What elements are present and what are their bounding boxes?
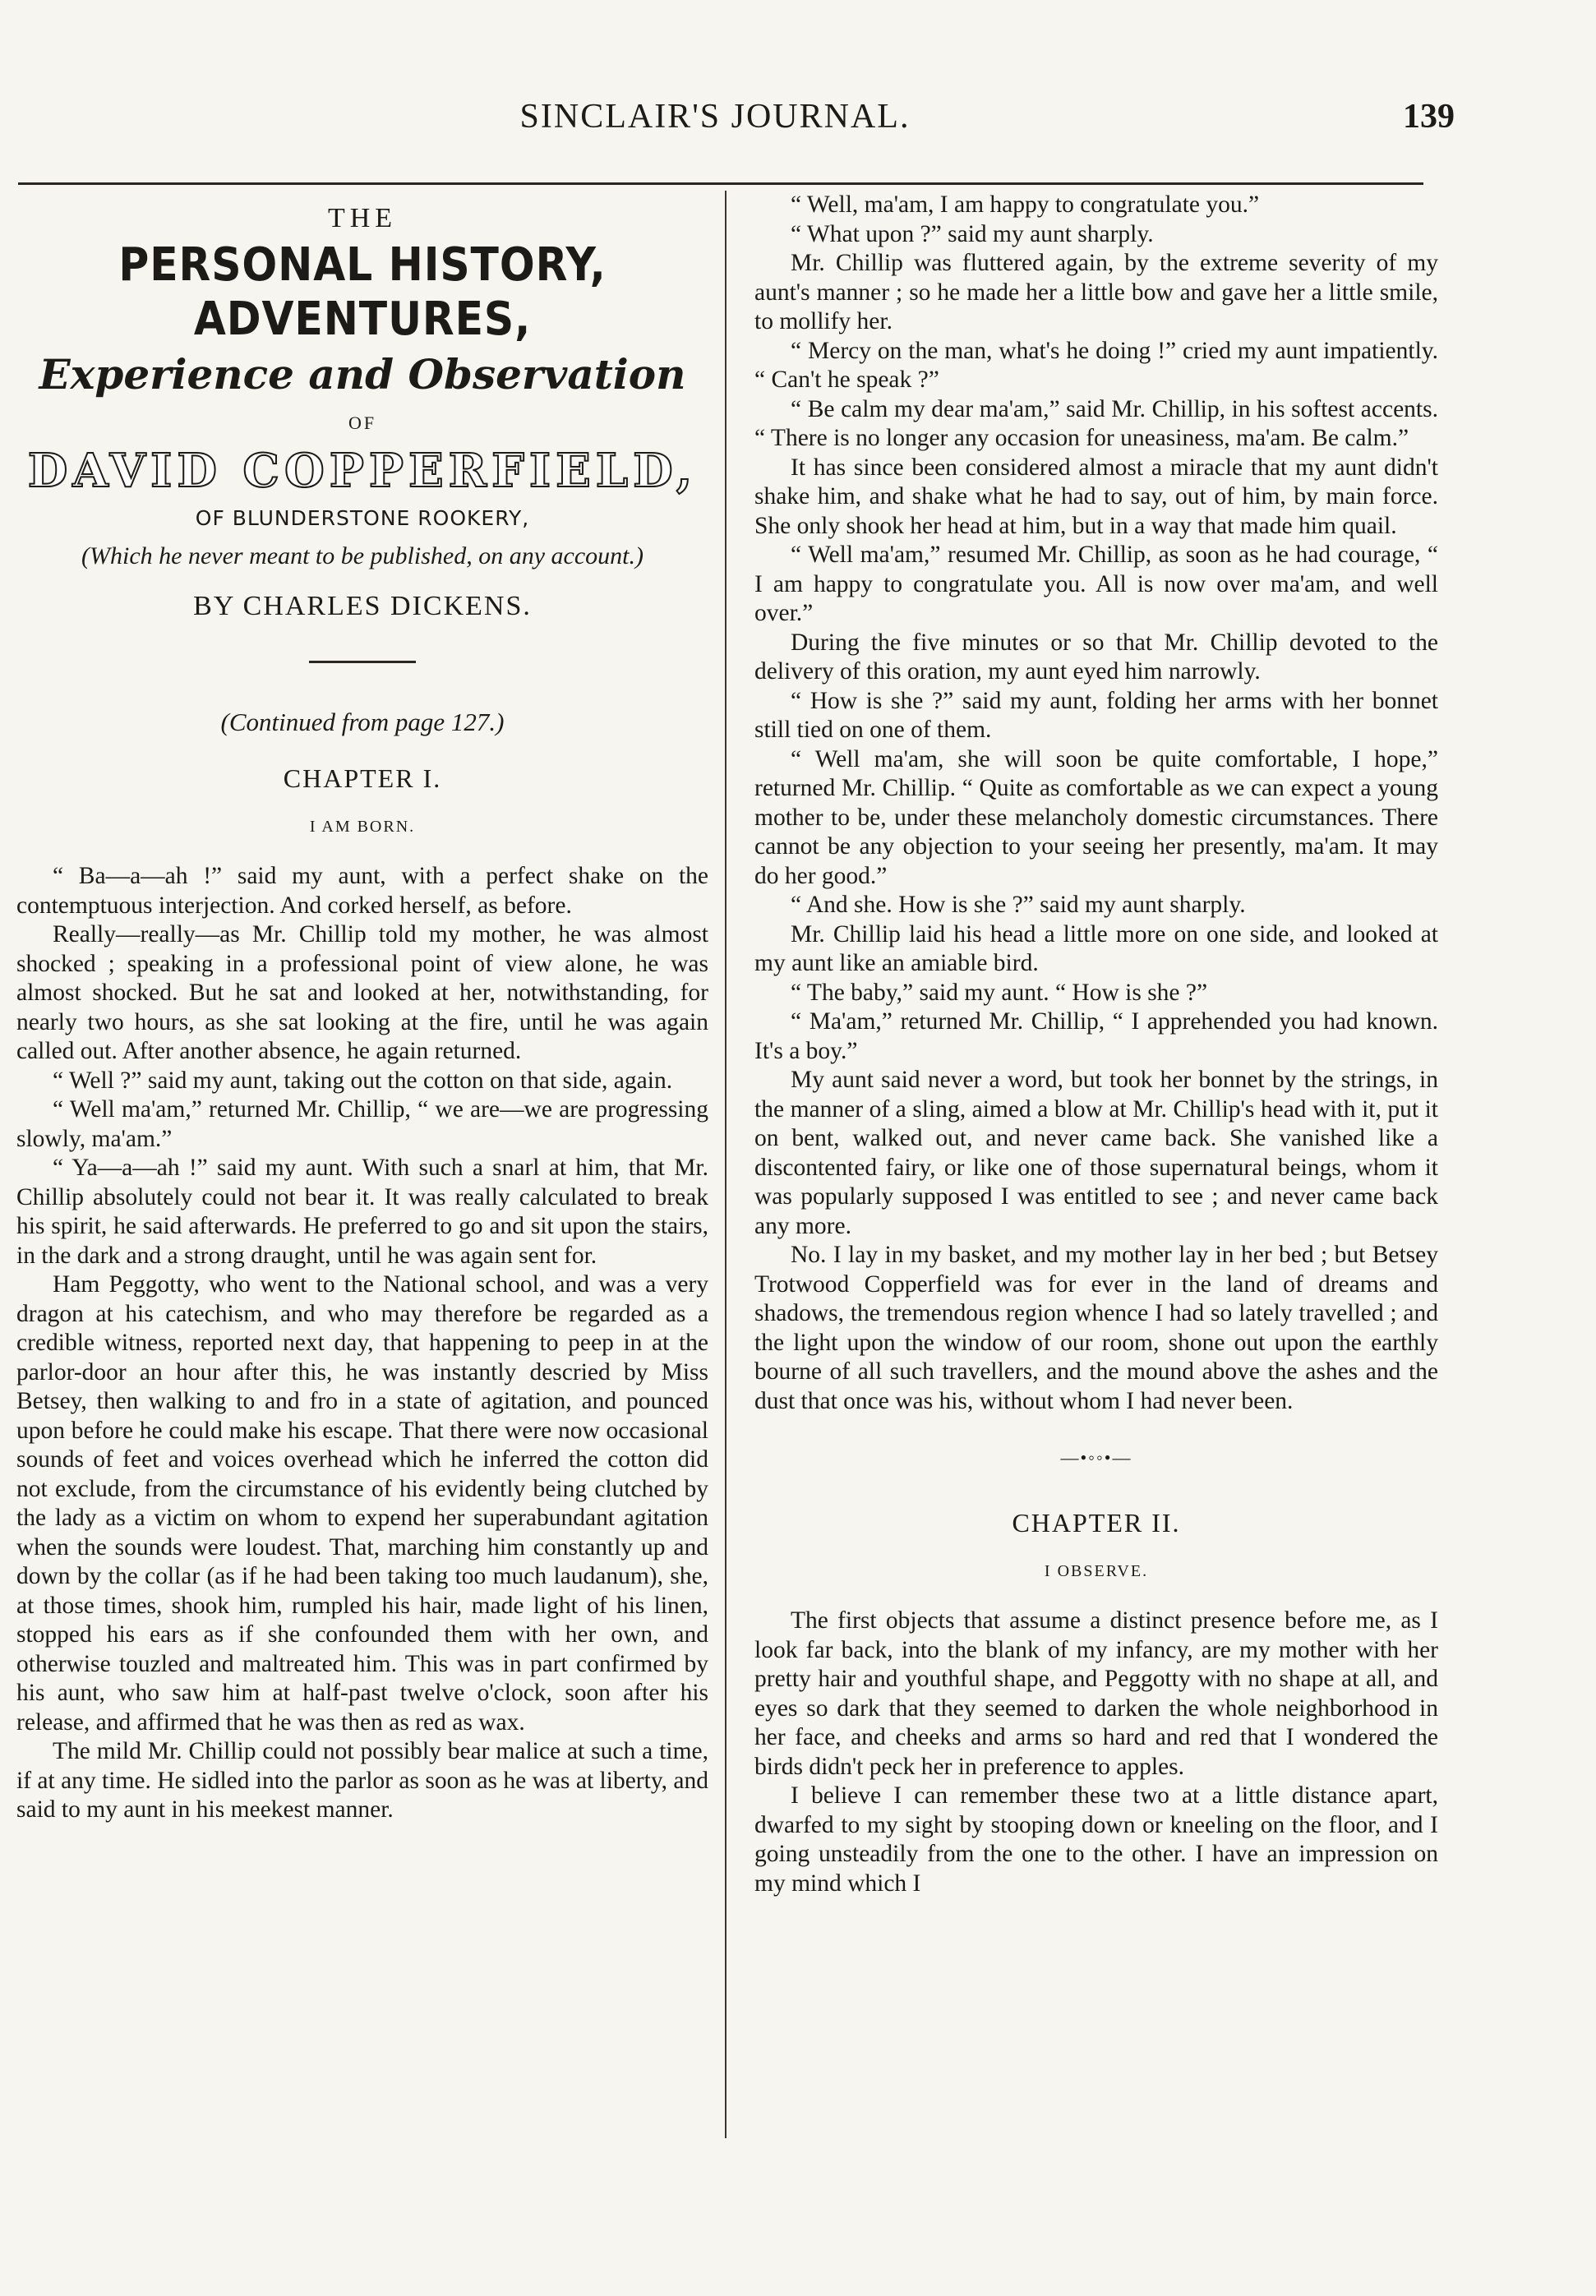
paragraph: During the five minutes or so that Mr. Chillip devoted to the delivery of this oration, my aunt eyed him narrowly. <box>754 629 1438 685</box>
paragraph: “ Well, ma'am, I am happy to congratulate you.” <box>791 191 1260 218</box>
left-column <box>16 191 708 1825</box>
paragraph: “ The baby,” said my aunt. “ How is she ?” <box>791 979 1208 1006</box>
paragraph: “ Well ma'am, she will soon be quite comfortable, I hope,” returned Mr. Chillip. “ Quite as comfortable as we can expect a young mother to be, under these melancholy domestic circumstances. There cannot be any objection to your seeing her presently, ma'am. It may do her good.” <box>754 745 1438 889</box>
paragraph: “ Well ma'am,” resumed Mr. Chillip, as soon as he had courage, “ I am happy to congratulate you. All is now over ma'am, and well over.” <box>754 542 1438 626</box>
paragraph: “ Well ma'am,” returned Mr. Chillip, “ we are—we are progressing slowly, ma'am.” <box>16 1096 708 1152</box>
header-rule <box>18 182 1423 185</box>
paragraph: Mr. Chillip laid his head a little more on one side, and looked at my aunt like an amiable bird. <box>754 920 1438 976</box>
journal-title: SINCLAIR'S JOURNAL. <box>519 98 911 136</box>
chapter-two-heading: CHAPTER II. <box>1012 1508 1181 1538</box>
paragraph: “ Ba—a—ah !” said my aunt, with a perfect shake on the contemptuous interjection. And corked herself, as before. <box>16 863 708 919</box>
paragraph: “ What upon ?” said my aunt sharply. <box>791 220 1154 247</box>
paragraph: “ How is she ?” said my aunt, folding her arms with her bonnet still tied on one of them. <box>754 687 1438 743</box>
byline: BY CHARLES DICKENS. <box>193 591 532 621</box>
paragraph: “ Ma'am,” returned Mr. Chillip, “ I apprehended you had known. It's a boy.” <box>754 1008 1438 1064</box>
subtitle: Experience and Observation <box>39 350 686 399</box>
of-place: OF BLUNDERSTONE ROOKERY, <box>195 506 530 530</box>
running-head <box>0 97 1596 146</box>
chapter-two-subheading: I OBSERVE. <box>1044 1562 1149 1580</box>
paragraph: I believe I can remember these two at a little distance apart, dwarfed to my sight by stooping down or kneeling on the floor, and I going unsteadily from the one to the other. I have an impression on my mind which I <box>754 1782 1438 1897</box>
name-title: DAVID COPPERFIELD, <box>27 444 698 498</box>
paragraph: No. I lay in my basket, and my mother lay in her bed ; but Betsey Trotwood Copperfield was for ever in the land of dreams and shadows, the tremendous region whence I had so lately travelled ; and the light upon the window of our room, shone out upon the earthly bourne of all such travellers, and the mound above the ashes and the dust that once was his, without whom I had never been. <box>754 1242 1438 1414</box>
paragraph: “ Mercy on the man, what's he doing !” cried my aunt impatiently. “ Can't he speak ?” <box>754 337 1438 393</box>
paragraph: “ And she. How is she ?” said my aunt sharply. <box>791 892 1246 918</box>
section-ornament: —•◦◦•— <box>1060 1447 1132 1468</box>
continued-note: (Continued from page 127.) <box>220 708 505 736</box>
paragraph: “ Be calm my dear ma'am,” said Mr. Chillip, in his softest accents. “ There is no longer any occasion for uneasiness, ma'am. Be calm.” <box>754 395 1438 451</box>
paragraph: Really—really—as Mr. Chillip told my mother, he was almost shocked ; speaking in a professional point of view alone, he was almost shocked. But he sat and looked at her, notwithstanding, for nearly two hours, as she sat looking at the fire, until he was again called out. After another absence, he again returned. <box>16 921 708 1064</box>
title-the: THE <box>327 203 398 233</box>
page-number: 139 <box>1403 98 1455 136</box>
paragraph: “ Ya—a—ah !” said my aunt. With such a snarl at him, that Mr. Chillip absolutely could not bear it. It was really calculated to break his spirit, he said afterwards. He preferred to go and sit upon the stairs, in the dark and a strong draught, until he was again sent for. <box>16 1155 708 1269</box>
paragraph: Mr. Chillip was fluttered again, by the extreme severity of my aunt's manner ; so he made her a little bow and gave her a little smile, to mollify her. <box>754 250 1438 334</box>
paragraph: It has since been considered almost a miracle that my aunt didn't shake him, and shake what he had to say, out of him, by main force. She only shook her head at him, but in a way that made him quail. <box>754 454 1438 539</box>
paragraph: My aunt said never a word, but took her bonnet by the strings, in the manner of a sling, aimed a blow at Mr. Chillip's head with it, put it on bent, walked out, and never came back. She vanished like a discontented fairy, or like one of those supernatural beings, whom it was popularly supposed I was entitled to see ; and never came back any more. <box>754 1067 1438 1239</box>
paragraph: The first objects that assume a distinct presence before me, as I look far back, into the blank of my infancy, are my mother with her pretty hair and youthful shape, and Peggotty with no shape at all, and eyes so dark that they seemed to darken the whole neighborhood in her face, and cheeks and arms so hard and red that I wondered the birds didn't peck her in preference to apples. <box>754 1607 1438 1780</box>
title-rule <box>309 661 416 663</box>
main-title: PERSONAL HISTORY, ADVENTURES, <box>118 238 607 346</box>
chapter-one-subheading: I AM BORN. <box>309 818 416 836</box>
parenthetical-note: (Which he never meant to be published, on any account.) <box>81 542 643 569</box>
column-divider <box>725 191 727 2138</box>
title-block <box>16 202 708 739</box>
paragraph: The mild Mr. Chillip could not possibly bear malice at such a time, if at any time. He sidled into the parlor as soon as he was at liberty, and said to my aunt in his meekest manner. <box>16 1738 708 1823</box>
paragraph: “ Well ?” said my aunt, taking out the cotton on that side, again. <box>53 1067 673 1094</box>
right-column <box>754 191 1438 1898</box>
title-of: OF <box>348 413 377 433</box>
chapter-one-heading: CHAPTER I. <box>283 763 442 793</box>
paragraph: Ham Peggotty, who went to the National school, and was a very dragon at his catechism, and who may therefore be regarded as a credible witness, reported next day, that happening to peep in at the parlor-door an hour after this, he was instantly descried by Miss Betsey, then walking to and fro in a state of agitation, and pounced upon before he could make his escape. That there were now occasional sounds of feet and voices overhead which he inferred the cotton did not exclude, from the circumstance of his evidently being clutched by the lady as a victim on whom to expend her superabundant agitation when the sounds were loudest. That, marching him constantly up and down by the collar (as if he had been taking too much laudanum), she, at those times, shook him, rumpled his hair, made light of his linen, stopped his ears as if she confounded them with her own, and otherwise touzled and maltreated him. This was in part confirmed by his aunt, who saw him at half-past twelve o'clock, soon after his release, and affirmed that he was then as red as wax. <box>16 1271 708 1736</box>
